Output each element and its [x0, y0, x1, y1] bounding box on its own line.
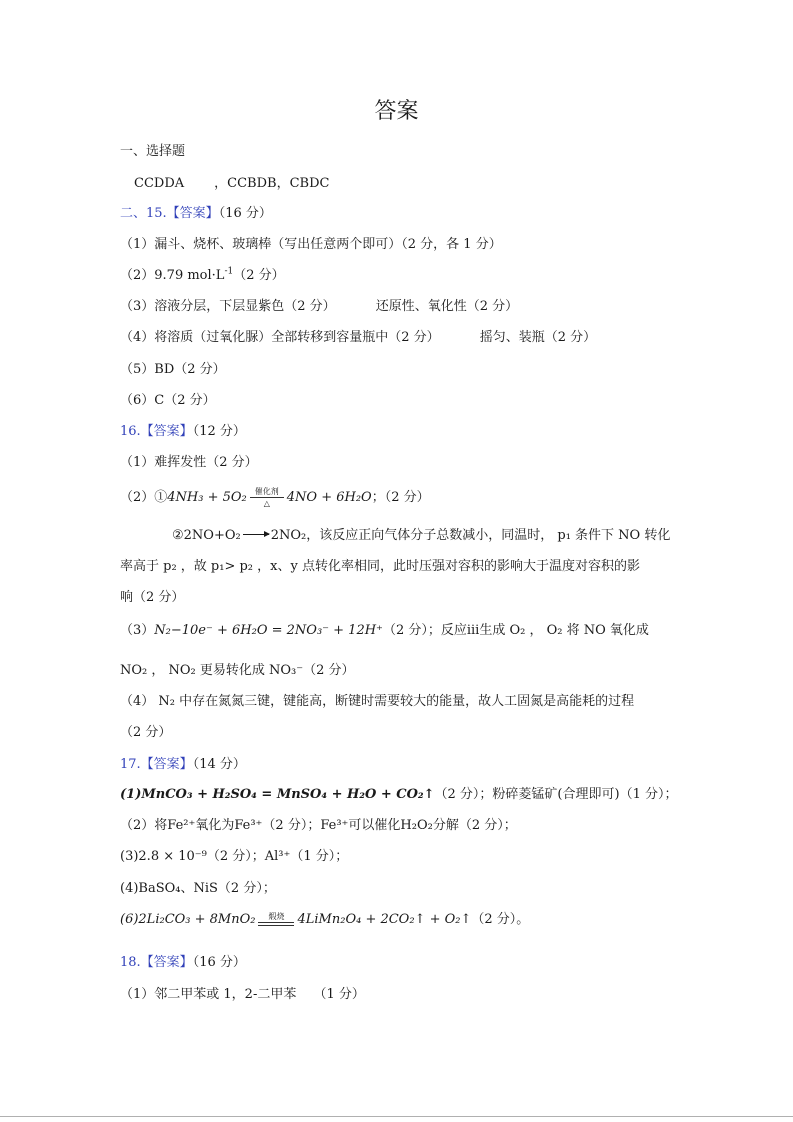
q16-line1: （1）难挥发性（2 分）	[120, 455, 258, 470]
q15-line1: （1）漏斗、烧杯、玻璃棒（写出任意两个即可）（2 分，各 1 分）	[120, 237, 502, 252]
catalyst-label: 催化剂	[254, 487, 279, 496]
q16-line6-pre: （3）	[120, 623, 155, 638]
q18-line1: （1）邻二甲苯或 1，2-二甲苯 （1 分）	[120, 987, 365, 1002]
q17-line1-post: （2 分）；粉碎菱锰矿(合理即可)（1 分）；	[434, 787, 678, 802]
q15-line4-a: （4）将溶质（过氧化脲）全部转移到容量瓶中（2 分）	[120, 330, 440, 345]
q18-heading	[120, 954, 246, 972]
q15-line2-exponent: -1	[224, 266, 234, 277]
q15-line5: （5）BD（2 分）	[120, 362, 226, 377]
q15-line2	[120, 267, 285, 285]
q16-line4: 率高于 p₂ ，故 p₁> p₂ ，x、y 点转化率相同，此时压强对容积的影响大于温度对容积的影	[120, 559, 640, 574]
q17-equation1: (1)MnCO₃ + H₂SO₄ = MnSO₄ + H₂O + CO₂↑	[120, 787, 435, 802]
calcination-condition	[258, 912, 294, 927]
q15-line3	[120, 298, 518, 316]
q15-line6: （6）C（2 分）	[120, 393, 216, 408]
q16-eq-right: 4NO + 6H₂O	[286, 490, 372, 505]
heat-symbol: △	[263, 499, 270, 508]
choice-answers	[134, 175, 329, 193]
q16-line9: （2 分）	[120, 725, 172, 740]
q16-line3-post: 2NO₂，该反应正向气体分子总数减小，同温时， p₁ 条件下 NO 转化	[270, 528, 671, 543]
q17-label: 17.【答案】	[120, 757, 193, 772]
q15-line2-points: （2 分）	[233, 268, 285, 283]
q17-points: （14 分）	[192, 757, 246, 772]
q16-line2-post: ；（2 分）	[371, 490, 430, 505]
q15-points: （16 分）	[218, 206, 272, 221]
q18-label: 18.【答案】	[120, 955, 193, 970]
q16-line5: 响（2 分）	[120, 590, 185, 605]
q16-eq-left: 4NH₃ + 5O₂	[167, 490, 247, 505]
q15-line3-a: （3）溶液分层，下层显紫色（2 分）	[120, 299, 336, 314]
q17-line4: (4)BaSO₄、NiS（2 分）；	[120, 881, 276, 896]
q15-line4	[120, 329, 596, 347]
q15-label: 二、15.【答案】	[120, 206, 219, 221]
q16-line3-pre: ②2NO+O₂	[172, 528, 241, 543]
q17-line1	[120, 786, 677, 804]
page-bottom-divider	[0, 1116, 793, 1117]
page-title: 答案	[374, 99, 419, 124]
reaction-arrow	[243, 534, 269, 535]
q15-line3-b: 还原性、氧化性（2 分）	[375, 299, 519, 314]
q17-heading	[120, 756, 246, 774]
q17-line2: （2）将Fe²⁺氧化为Fe³⁺（2 分）；Fe³⁺可以催化H₂O₂分解（2 分）；	[120, 818, 517, 833]
q15-heading	[120, 205, 272, 223]
choice-answer-group1: CCDDA	[134, 176, 185, 191]
q16-label: 16.【答案】	[120, 424, 193, 439]
q16-line3	[172, 527, 670, 545]
q15-line4-b: 摇匀、装瓶（2 分）	[479, 330, 597, 345]
q18-points: （16 分）	[192, 955, 246, 970]
section-heading-choice: 一、选择题	[120, 144, 186, 159]
q15-line2-text: （2）9.79 mol·L	[120, 268, 225, 283]
catalyst-condition	[250, 487, 284, 508]
q16-line2-pre: （2）①	[120, 490, 168, 505]
q16-line6	[120, 622, 649, 640]
choice-answer-group2: ，CCBDB，CBDC	[214, 176, 330, 191]
q17-line5	[120, 911, 529, 929]
q17-eq-left: (6)2Li₂CO₃ + 8MnO₂	[120, 912, 256, 927]
q16-line7: NO₂ ， NO₂ 更易转化成 NO₃⁻（2 分）	[120, 663, 355, 678]
electrode-equation: N₂−10e⁻ + 6H₂O = 2NO₃⁻ + 12H⁺	[154, 623, 383, 638]
calcination-label: 煅烧	[268, 912, 285, 921]
q17-line5-post: （2 分）。	[471, 912, 530, 927]
q16-points: （12 分）	[192, 424, 246, 439]
q17-line3: (3)2.8 × 10⁻⁹（2 分）；Al³⁺（1 分）；	[120, 849, 349, 864]
q17-eq-right: 4LiMn₂O₄ + 2CO₂↑ + O₂↑	[297, 912, 472, 927]
q16-heading	[120, 423, 246, 441]
q16-line6-post: （2 分）；反应iii生成 O₂ ， O₂ 将 NO 氧化成	[382, 623, 649, 638]
q16-line8: （4） N₂ 中存在氮氮三键，键能高，断键时需要较大的能量，故人工固氮是高能耗的过程	[120, 694, 635, 709]
q16-line2	[120, 487, 430, 508]
